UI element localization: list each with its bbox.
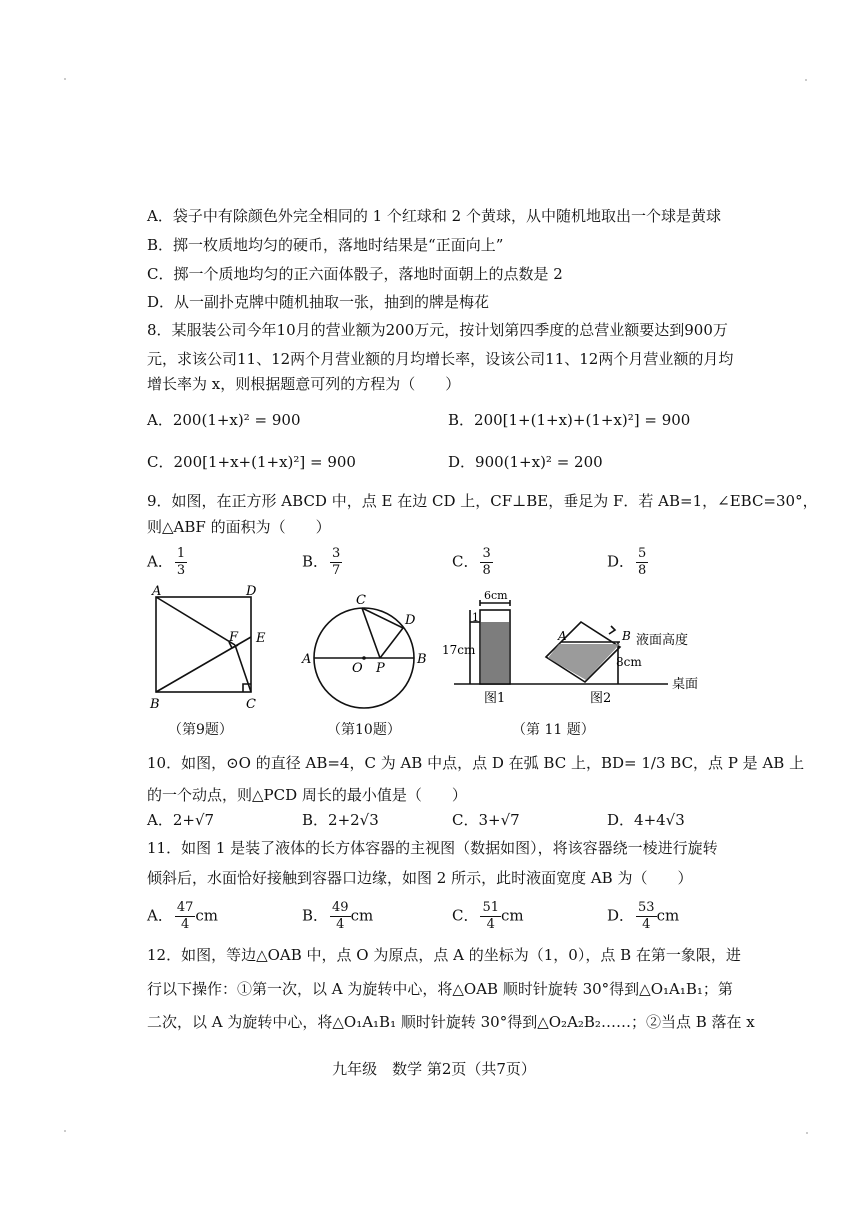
q10-stem-line1: 10．如图，⊙O 的直径 AB=4，C 为 AB 中点，点 D 在弧 BC 上，BD= 1/3 BC，点 P 是 AB 上 [147, 754, 805, 772]
page-footer: 九年级 数学 第2页（共7页） [332, 1060, 536, 1078]
q11-option-c [452, 900, 524, 933]
scan-speck [805, 79, 807, 81]
q9-option-b-denominator: 7 [332, 563, 341, 578]
scan-speck [806, 1132, 808, 1134]
liquid-fig2 [548, 644, 620, 680]
q9-option-a-fraction [175, 546, 187, 579]
q9-option-a-denominator: 3 [176, 563, 186, 578]
label-a: A [302, 652, 312, 667]
q11-option-a-fraction [175, 900, 196, 933]
q7-option-c: C．掷一个质地均匀的正六面体骰子，落地时面朝上的点数是 2 [147, 265, 563, 283]
q11-option-b-letter: B． [302, 906, 329, 925]
q8-option-d: D．900(1+x)² = 200 [448, 453, 603, 471]
label-d: D [246, 584, 257, 599]
caption-q9: （第9题） [168, 722, 233, 738]
q11-option-c-unit: cm [501, 906, 524, 925]
caption-q11: （第 11 题） [512, 722, 595, 738]
q9-option-d [607, 546, 648, 579]
q9-option-d-numerator: 5 [638, 546, 647, 561]
q11-stem-line1: 11．如图 1 是装了液体的长方体容器的主视图（数据如图），将该容器绕一棱进行旋转 [147, 839, 718, 857]
label-b: B [622, 629, 631, 643]
q12-stem-line2: 行以下操作：①第一次，以 A 为旋转中心，将△OAB 顺时针旋转 30°得到△O₁A₁B₁；第 [147, 980, 733, 998]
center-point [362, 656, 366, 660]
q12-stem-line3: 二次，以 A 为旋转中心，将△O₁A₁B₁ 顺时针旋转 30°得到△O₂A₂B₂……；②当点 B 落在 x [147, 1013, 755, 1031]
q9-option-c-denominator: 8 [482, 563, 491, 578]
q11-option-d-fraction [636, 900, 657, 933]
q8-option-b: B．200[1+(1+x)+(1+x)²] = 900 [448, 411, 691, 429]
q11-option-a [147, 900, 218, 933]
label-a: A [558, 629, 567, 643]
table-label: 桌面 [672, 677, 699, 692]
q9-stem-line2: 则△ABF 的面积为（ ） [147, 518, 331, 536]
q9-option-a-letter: A． [147, 552, 173, 571]
q11-option-c-numerator: 51 [482, 900, 500, 915]
figure-q11-container [440, 584, 700, 706]
q11-option-b-fraction [330, 900, 351, 933]
q11-option-b [302, 900, 373, 933]
q9-option-c [452, 546, 493, 579]
q11-option-d-denominator: 4 [642, 917, 651, 932]
q9-option-a [147, 546, 187, 579]
q9-stem-line1: 9．如图，在正方形 ABCD 中，点 E 在边 CD 上，CF⊥BE，垂足为 F．若 AB=1，∠EBC=30°， [147, 492, 818, 510]
q11-option-a-unit: cm [195, 906, 219, 925]
q8-stem-line3: 增长率为 x，则根据题意可列的方程为（ ） [147, 375, 461, 393]
q9-option-d-fraction [636, 546, 648, 579]
q7-option-d: D．从一副扑克牌中随机抽取一张，抽到的牌是梅花 [147, 293, 490, 311]
label-o: O [352, 661, 363, 676]
label-c: C [246, 697, 256, 712]
q9-option-b [302, 546, 342, 579]
q11-option-d [607, 900, 679, 933]
scan-speck [64, 1130, 66, 1132]
q9-option-a-numerator: 1 [176, 546, 186, 561]
label-a: A [152, 584, 162, 599]
label-p: P [376, 661, 385, 676]
label-b: B [150, 697, 160, 712]
q9-option-d-denominator: 8 [638, 563, 647, 578]
q11-option-a-letter: A． [147, 906, 173, 925]
width-label: 6cm [484, 589, 508, 602]
q7-option-b: B．掷一枚质地均匀的硬币，落地时结果是“正面向上” [147, 236, 504, 254]
label-f: F [229, 630, 239, 645]
q8-option-c: C．200[1+x+(1+x)²] = 900 [147, 453, 356, 471]
q9-option-c-numerator: 3 [482, 546, 491, 561]
q10-option-c: C．3+√7 [452, 811, 520, 829]
figure-q9-square [140, 584, 280, 714]
q11-option-a-denominator: 4 [180, 917, 190, 932]
segment-pd [380, 628, 403, 658]
q11-option-c-fraction [480, 900, 501, 933]
eight-label: 8cm [616, 655, 642, 669]
fig2-label: 图2 [590, 691, 612, 706]
q9-option-c-letter: C． [452, 552, 479, 571]
q11-option-d-letter: D． [607, 906, 635, 925]
height-label: 17cm [442, 643, 476, 657]
q11-option-d-numerator: 53 [638, 900, 655, 915]
q11-option-a-numerator: 47 [176, 900, 194, 915]
q8-stem-line2: 元，求该公司11、12两个月营业额的月均增长率，设该公司11、12两个月营业额的月均 [147, 350, 734, 368]
figure-q10-circle [300, 584, 430, 714]
level-label: 液面高度 [636, 633, 689, 648]
q11-option-c-denominator: 4 [486, 917, 495, 932]
q11-stem-line2: 倾斜后，水面恰好接触到容器口边缘，如图 2 所示，此时液面宽度 AB 为（ ） [147, 869, 693, 887]
q8-option-a: A．200(1+x)² = 900 [147, 411, 301, 429]
scan-speck [64, 78, 66, 80]
segment-af [156, 597, 235, 645]
q11-option-d-unit: cm [656, 906, 680, 925]
liquid-fig1 [481, 622, 509, 683]
q11-option-b-numerator: 49 [332, 900, 349, 915]
label-b: B [417, 652, 427, 667]
q12-stem-line1: 12．如图，等边△OAB 中，点 O 为原点，点 A 的坐标为（1，0），点 B 在第一象限，进 [147, 946, 741, 964]
q10-stem-line2: 的一个动点，则△PCD 周长的最小值是（ ） [147, 786, 467, 804]
label-d: D [405, 613, 416, 628]
q9-option-d-letter: D． [607, 552, 635, 571]
q10-option-d: D．4+4√3 [607, 811, 685, 829]
right-angle-mark-fig2 [609, 626, 615, 634]
fig1-label: 图1 [484, 691, 506, 706]
q10-option-b: B．2+2√3 [302, 811, 379, 829]
q9-option-c-fraction [480, 546, 492, 579]
caption-q10: （第10题） [327, 722, 401, 738]
label-c: C [356, 593, 366, 608]
q9-option-b-fraction [330, 546, 342, 579]
q11-option-c-letter: C． [452, 906, 479, 925]
q11-option-b-unit: cm [350, 906, 374, 925]
label-e: E [256, 631, 266, 646]
gap-label: 1 [472, 611, 479, 624]
q10-option-a: A．2+√7 [147, 811, 215, 829]
q9-option-b-letter: B． [302, 552, 329, 571]
q8-stem-line1: 8．某服装公司今年10月的营业额为200万元，按计划第四季度的总营业额要达到900万 [147, 321, 728, 339]
q9-option-b-numerator: 3 [332, 546, 341, 561]
q7-option-a: A．袋子中有除颜色外完全相同的 1 个红球和 2 个黄球，从中随机地取出一个球是黄球 [147, 207, 721, 225]
q11-option-b-denominator: 4 [336, 917, 345, 932]
